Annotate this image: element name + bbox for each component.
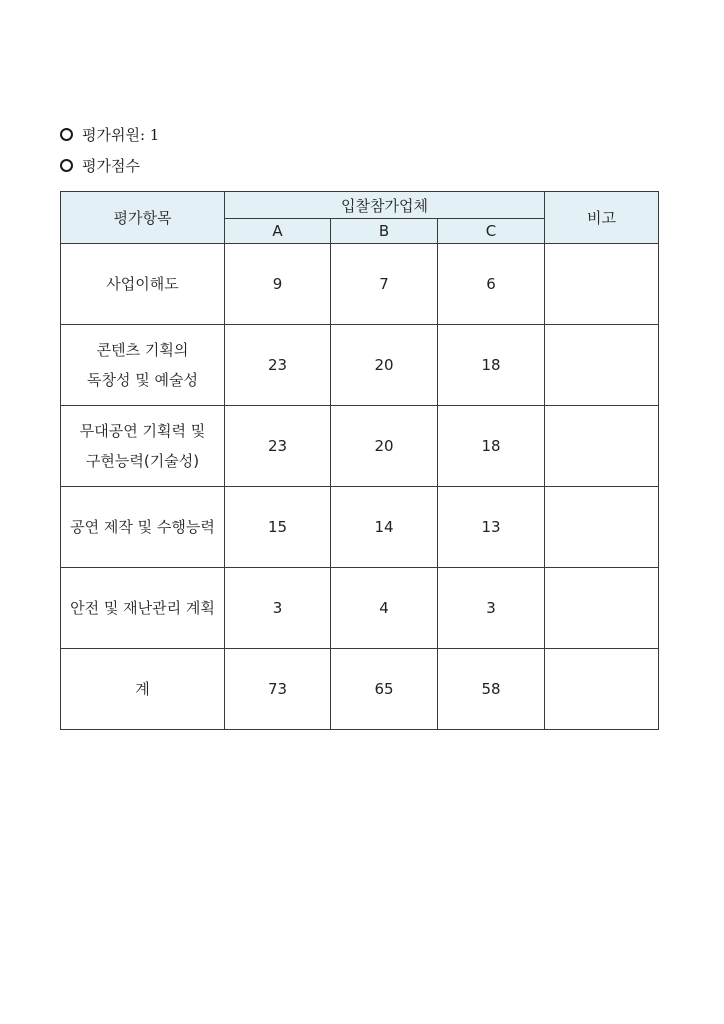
total-cell-c: 58 [438,649,545,730]
header-bidders: 입찰참가업체 [225,192,545,219]
score-title-text: 평가점수 [82,157,140,175]
score-cell-b: 7 [331,244,438,325]
score-cell-b: 20 [331,325,438,406]
remark-cell [545,568,659,649]
header-bidder-c: C [438,219,545,244]
table-row [61,568,659,649]
item-label: 안전 및 재난관리 계획 [70,599,215,617]
total-label: 계 [61,649,225,730]
evaluator-line [60,124,159,145]
item-cell [61,406,225,487]
score-cell-c: 18 [438,325,545,406]
score-cell-c: 18 [438,406,545,487]
score-cell-a: 3 [225,568,331,649]
score-cell-a: 9 [225,244,331,325]
total-cell-a: 73 [225,649,331,730]
item-label: 사업이해도 [106,275,179,293]
score-cell-a: 23 [225,406,331,487]
header-bidder-b: B [331,219,438,244]
item-cell [61,487,225,568]
header-item: 평가항목 [61,192,225,244]
table-row [61,244,659,325]
score-cell-b: 20 [331,406,438,487]
table-header-row [61,192,659,219]
total-remark-cell [545,649,659,730]
remark-cell [545,487,659,568]
total-row [61,649,659,730]
score-cell-c: 3 [438,568,545,649]
item-label-line2: 구현능력(기술성) [85,452,200,470]
circle-bullet-icon [60,159,73,172]
item-label: 공연 제작 및 수행능력 [70,518,215,536]
remark-cell [545,406,659,487]
remark-cell [545,244,659,325]
circle-bullet-icon [60,128,73,141]
item-label-line2: 독창성 및 예술성 [87,371,198,389]
total-cell-b: 65 [331,649,438,730]
item-label-line1: 무대공연 기획력 및 [79,422,206,440]
table-row [61,406,659,487]
score-title-line [60,155,140,176]
score-cell-c: 6 [438,244,545,325]
table-row [61,487,659,568]
score-cell-b: 4 [331,568,438,649]
item-cell [61,568,225,649]
score-cell-b: 14 [331,487,438,568]
score-cell-c: 13 [438,487,545,568]
score-cell-a: 15 [225,487,331,568]
evaluator-text: 평가위원: 1 [82,126,160,144]
table-row [61,325,659,406]
score-cell-a: 23 [225,325,331,406]
score-table [60,191,659,730]
header-bidder-a: A [225,219,331,244]
header-remark: 비고 [545,192,659,244]
item-cell [61,325,225,406]
remark-cell [545,325,659,406]
item-label-line1: 콘텐츠 기획의 [96,341,189,359]
item-cell [61,244,225,325]
